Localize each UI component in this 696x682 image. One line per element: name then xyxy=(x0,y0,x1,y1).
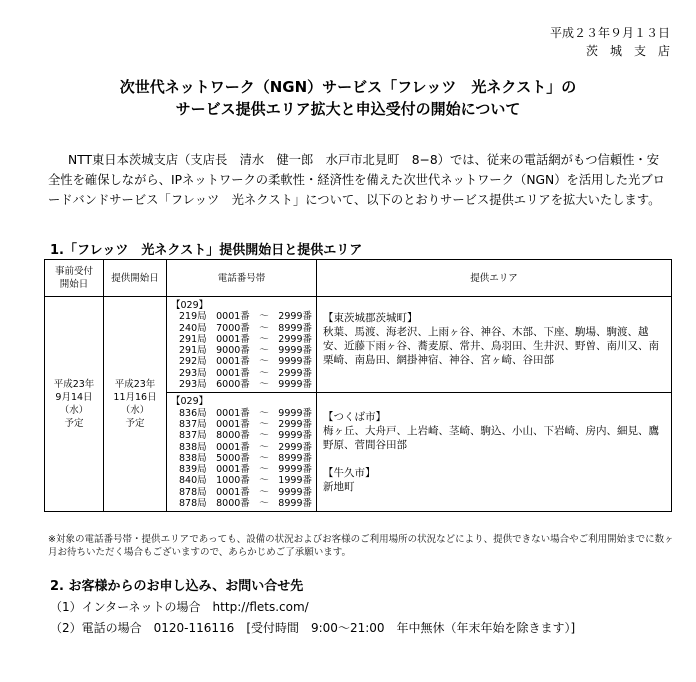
phone-range: 838局 0001番 ～ 2999番 xyxy=(179,441,312,453)
area-group-2 xyxy=(317,393,672,512)
header-phone-range: 電話番号帯 xyxy=(167,260,317,297)
header-pre-accept: 事前受付 開始日 xyxy=(45,260,104,297)
phone-range: 837局 8000番 ～ 9999番 xyxy=(179,430,312,442)
area-group-1 xyxy=(317,297,672,393)
phone-range-group-1 xyxy=(167,297,317,393)
municipality-name: 【つくば市】 xyxy=(323,411,386,424)
area-code: 【029】 xyxy=(171,396,209,408)
header-area: 提供エリア xyxy=(317,260,672,297)
phone-range: 878局 0001番 ～ 9999番 xyxy=(179,486,312,498)
phone-range: 836局 0001番 ～ 9999番 xyxy=(179,407,312,419)
phone-range: 219局 0001番 ～ 2999番 xyxy=(179,311,312,323)
municipality-name: 【牛久市】 xyxy=(323,467,376,480)
section2-heading: 2. お客様からのお申し込み、お問い合せ先 xyxy=(50,579,304,594)
title-line-2: サービス提供エリア拡大と申込受付の開始について xyxy=(175,100,521,118)
issuing-branch: 茨 城 支 店 xyxy=(585,44,670,58)
phone-range: 837局 0001番 ～ 2999番 xyxy=(179,418,312,430)
availability-note: ※対象の電話番号帯・提供エリアであっても、設備の状況およびお客様のご利用場所の状況などにより、提供できない場合やご利用開始までに数ヶ月お待ちいただく場合もございますので、あらかじめご了承願います。 xyxy=(48,534,674,558)
contact-internet: （1）インターネットの場合 http://flets.com/ xyxy=(50,600,309,614)
phone-range: 838局 5000番 ～ 8999番 xyxy=(179,452,312,464)
place-list: 梅ヶ丘、大舟戸、上岩崎、茎崎、駒込、小山、下岩崎、房内、細見、鷹野原、菅間谷田部 xyxy=(323,425,659,452)
phone-range: 240局 7000番 ～ 8999番 xyxy=(179,322,312,334)
place-list: 新地町 xyxy=(323,481,355,494)
phone-range: 878局 8000番 ～ 8999番 xyxy=(179,498,312,510)
phone-range-group-2 xyxy=(167,393,317,512)
contact-phone: （2）電話の場合 0120-116116 [受付時間 9:00～21:00 年中無休（年末年始を除きます）] xyxy=(50,621,576,635)
phone-range: 839局 0001番 ～ 9999番 xyxy=(179,464,312,476)
phone-range: 293局 0001番 ～ 2999番 xyxy=(179,367,312,379)
title-line-1: 次世代ネットワーク（NGN）サービス「フレッツ 光ネクスト」の xyxy=(119,78,577,96)
table-row xyxy=(45,297,672,393)
phone-range: 292局 0001番 ～ 9999番 xyxy=(179,356,312,368)
area-code: 【029】 xyxy=(171,300,209,311)
phone-range: 291局 0001番 ～ 2999番 xyxy=(179,333,312,345)
table-header-row xyxy=(45,260,672,297)
header-start-date: 提供開始日 xyxy=(104,260,167,297)
phone-range: 291局 9000番 ～ 9999番 xyxy=(179,345,312,357)
phone-range: 293局 6000番 ～ 9999番 xyxy=(179,379,312,391)
pre-accept-date: 平成23年 9月14日 （水） 予定 xyxy=(45,297,104,512)
intro-paragraph: NTT東日本茨城支店（支店長 清水 健一郎 水戸市北見町 8−8）では、従来の電話網がもつ信頼性・安全性を確保しながら、IPネットワークの柔軟性・経済性を備えた次世代ネットワーク（NGN）を活用した光ブロードバンドサービス「フレッツ 光ネクスト」について、以下のとおりサービス提供エリアを拡大いたします。 xyxy=(48,153,665,207)
municipality-name: 【東茨城郡茨城町】 xyxy=(323,312,418,324)
place-list: 秋葉、馬渡、海老沢、上雨ヶ谷、神谷、木部、下座、駒場、駒渡、越安、近藤下雨ヶ谷、蕎麦原、常井、鳥羽田、生井沢、野曽、南川又、南栗崎、南島田、網掛神宿、神谷、宮ヶ崎、谷田部 xyxy=(323,326,659,366)
phone-range: 840局 1000番 ～ 1999番 xyxy=(179,475,312,487)
section1-heading: 1.「フレッツ 光ネクスト」提供開始日と提供エリア xyxy=(50,243,363,258)
issue-date: 平成２３年９月１３日 xyxy=(549,26,670,40)
document-header xyxy=(520,24,670,60)
start-date: 平成23年 11月16日 （水） 予定 xyxy=(104,297,167,512)
service-area-table xyxy=(44,259,672,512)
